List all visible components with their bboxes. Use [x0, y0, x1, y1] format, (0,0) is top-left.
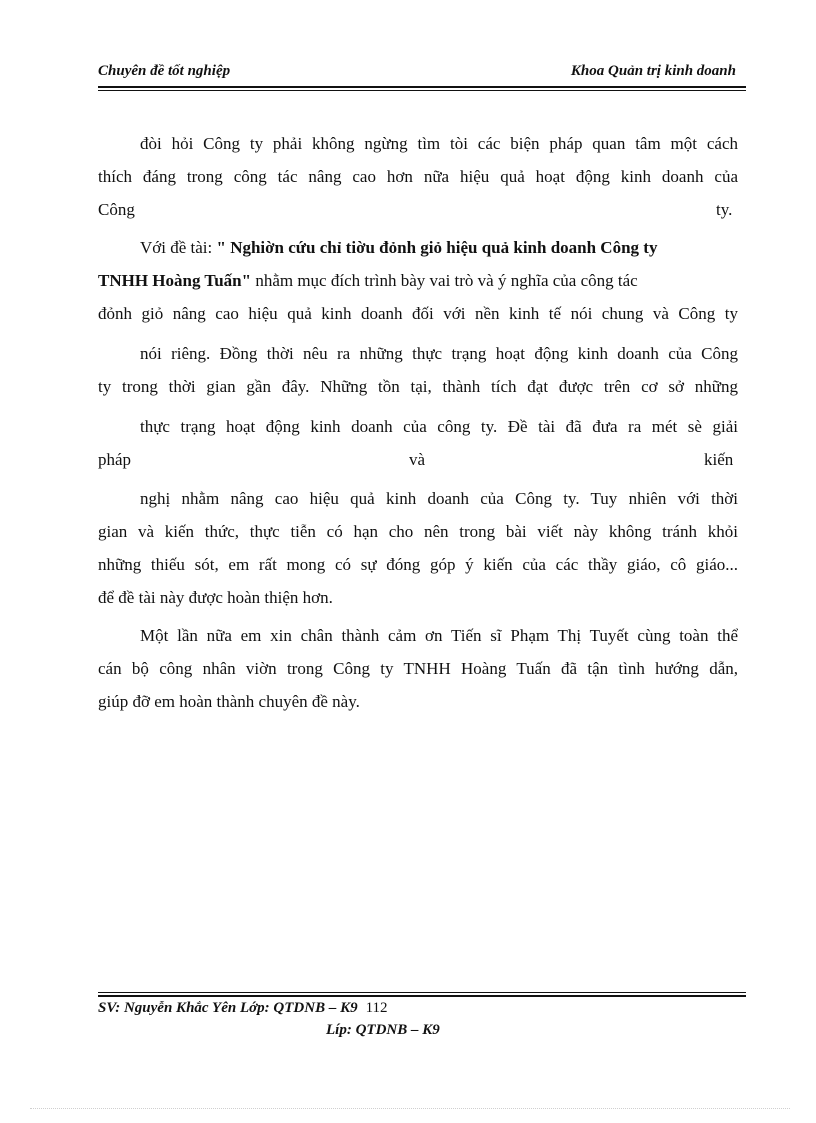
header-rule-thin — [98, 90, 746, 91]
body-line: ty trong thời gian gần đây. Những tồn tại, thành tích đạt được trên cơ sở những — [98, 377, 738, 396]
footer-student-text: SV: Nguyễn Khắc Yên Lớp: QTDNB – K9 — [98, 1000, 358, 1016]
footer-rule-thick — [98, 995, 746, 997]
body-line: thích đáng trong công tác nâng cao hơn nữa hiệu quả hoạt động kinh doanh của — [98, 167, 738, 186]
body-line: nói riêng. Đồng thời nêu ra những thực trạng hoạt động kinh doanh của Công — [140, 344, 738, 363]
topic-title: " Nghiờn cứu chỉ tiờu đỏnh giỏ hiệu quả kinh doanh Công ty — [216, 238, 658, 257]
header-rule-thick — [98, 86, 746, 88]
header-left-title: Chuyên đề tốt nghiệp — [98, 63, 231, 79]
body-line: gian và kiến thức, thực tiễn có hạn cho nên trong bài viết này không tránh khỏi — [98, 522, 738, 541]
body-line — [140, 237, 738, 259]
body-line: những thiếu sót, em rất mong có sự đóng góp ý kiến của các thầy giáo, cô giáo... — [98, 555, 738, 574]
body-line — [98, 270, 738, 292]
body-line: giúp đỡ em hoàn thành chuyên đề này. — [98, 692, 360, 711]
body-line: pháp — [98, 450, 132, 469]
body-line: nghị nhằm nâng cao hiệu quả kinh doanh của Công ty. Tuy nhiên với thời — [140, 489, 738, 508]
page-header — [98, 63, 746, 85]
body-line: thực trạng hoạt động kinh doanh của công ty. Đề tài đã đưa ra mét sè giải — [140, 417, 738, 436]
body-line: Công — [98, 200, 135, 219]
header-right-title: Khoa Quản trị kinh doanh — [570, 63, 736, 79]
body-line: kiến — [704, 450, 734, 469]
body-text: Với đề tài: — [140, 238, 217, 257]
topic-title: TNHH Hoàng Tuấn" — [98, 271, 252, 290]
body-line: Một lần nữa em xin chân thành cảm ơn Tiến sĩ Phạm Thị Tuyết cùng toàn thể — [140, 626, 738, 645]
body-line: và — [409, 450, 426, 469]
page-border-dotted — [30, 1108, 790, 1109]
footer-class-info: Líp: QTDNB – K9 — [326, 1022, 440, 1038]
footer-student-info — [98, 1000, 388, 1017]
body-line: đỏnh giỏ nâng cao hiệu quả kinh doanh đối với nền kinh tế nói chung và Công ty — [98, 304, 738, 323]
body-text: nhằm mục đích trình bày vai trò và ý nghĩa của công tác — [251, 271, 638, 290]
body-line: để đề tài này được hoàn thiện hơn. — [98, 588, 333, 607]
body-line: cán bộ công nhân viờn trong Công ty TNHH Hoàng Tuấn đã tận tình hướng dẫn, — [98, 659, 738, 678]
body-line: đòi hỏi Công ty phải không ngừng tìm tòi các biện pháp quan tâm một cách — [140, 134, 738, 153]
page-number: 112 — [365, 1000, 388, 1016]
body-line: ty. — [716, 200, 733, 219]
footer-rule-thin — [98, 992, 746, 993]
